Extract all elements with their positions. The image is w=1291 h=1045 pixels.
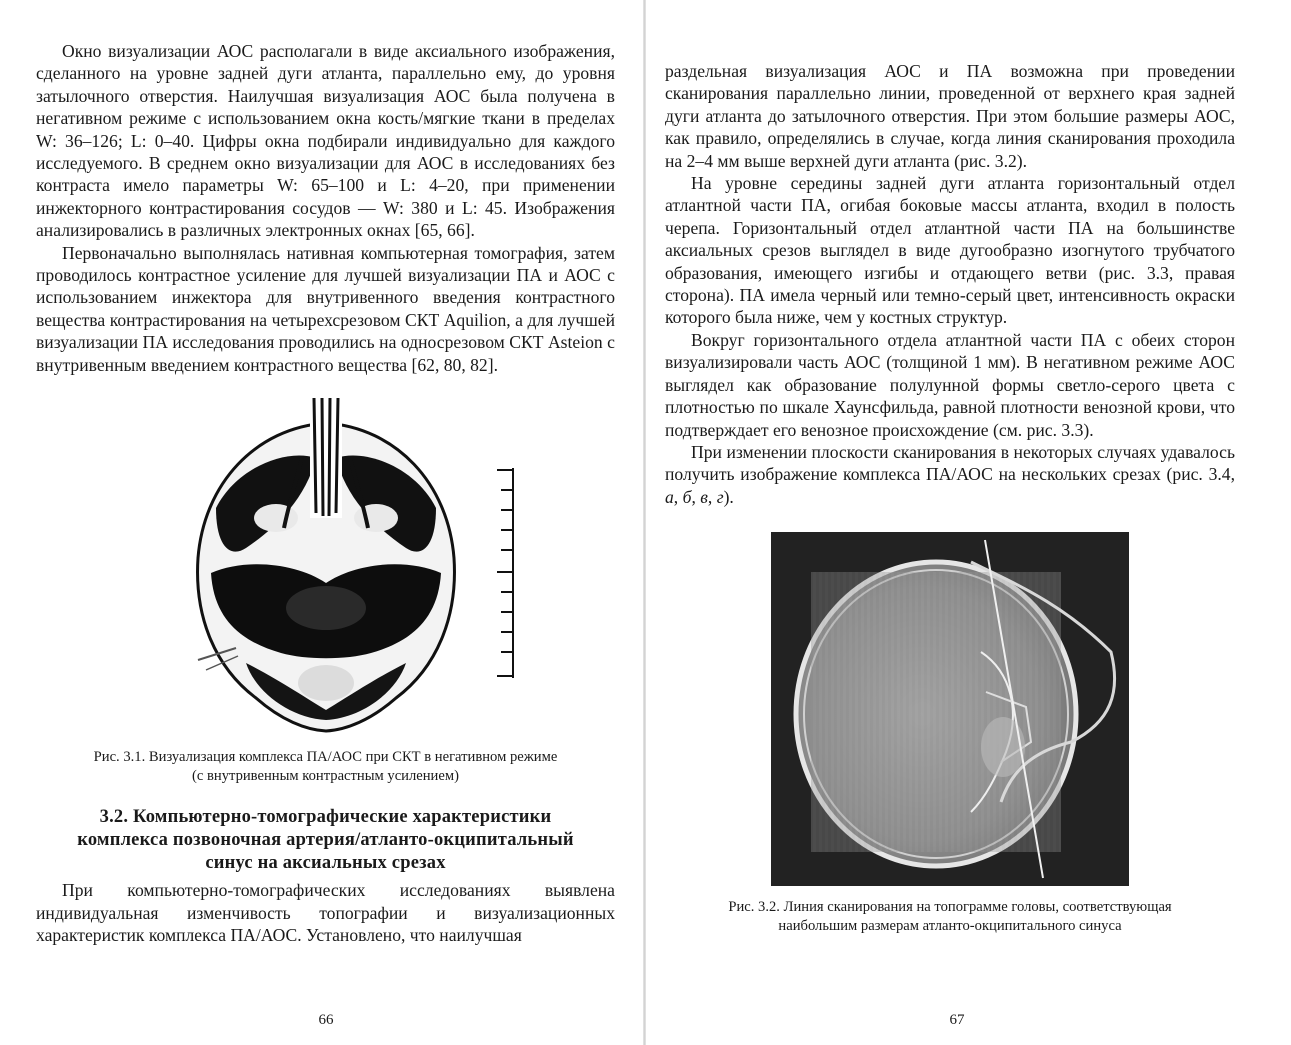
section-heading-line-1: 3.2. Компьютерно-томографические характеристики: [99, 807, 552, 828]
left-paragraph-3: При компьютерно-томографических исследованиях выявлена индивидуальная изменчивость топографии и визуализационных характеристик комплекса ПА/АОС. Установлено, что наилучшая: [36, 880, 615, 945]
ref-a: а: [665, 486, 674, 507]
caption-line-1: Рис. 3.2. Линия сканирования на топограмме головы, соответствующая: [728, 899, 1172, 916]
section-heading: [36, 806, 615, 875]
section-heading-line-3: синус на аксиальных срезах: [205, 853, 446, 874]
paragraph-4-text: При изменении плоскости сканирования в некоторых случаях удавалось получить изображение комплекса ПА/АОС на нескольких срезах (рис. 3.4,: [665, 441, 1235, 485]
right-page: [645, 0, 1291, 1045]
caption-line-1: Рис. 3.1. Визуализация комплекса ПА/АОС при СКТ в негативном режиме: [93, 749, 558, 766]
left-paragraph-1: Окно визуализации АОС располагали в виде аксиального изображения, сделанного на уровне задней дуги атланта, параллельно ему, до уровня затылочного отверстия. Наилучшая визуализация АОС была получена в негативном режиме с использованием окна кость/мягкие ткани в пределах W: 36–126; L: 0–40. Цифры окна подбирали индивидуально для каждого исследуемого. В среднем окно визуализации для АОС в исследованиях без контраста имело параметры W: 65–100 и L: 4–20, при применении инжекторного контрастирования сосудов — W: 380 и L: 45. Изображения анализировались в различных электронных окнах [65, 66].: [36, 41, 615, 241]
right-paragraph-3: Вокруг горизонтального отдела атлантной части ПА с обеих сторон визуализировали часть АОС (толщиной 1 мм). В негативном режиме АОС выглядел как образование полулунной формы светло-серого цвета с плотностью по шкале Хаунсфильда, равной плотности венозной крови, что подтверждает его венозное происхождение (см. рис. 3.3).: [665, 329, 1235, 440]
left-page: [0, 0, 645, 1045]
head-topogram-image: [771, 532, 1129, 886]
figure-3-1-ct-scan: [176, 398, 476, 738]
section-heading-line-2: комплекса позвоночная артерия/атланто-окципитальный: [77, 830, 574, 851]
right-paragraph-1: раздельная визуализация АОС и ПА возможна при проведении сканирования параллельно линии, проведенной от верхнего края задней дуги атланта до затылочного отверстия. При этом большие размеры АОС, как правило, определялись в случае, когда линия сканирования проходила на 2–4 мм выше верхней дуги атланта (рис. 3.2).: [665, 61, 1235, 171]
ref-c: в: [700, 486, 708, 507]
paragraph-4-end: ).: [723, 486, 734, 507]
caption-line-2: наибольшим размерам атланто-окципитального синуса: [778, 918, 1122, 935]
left-paragraph-2: Первоначально выполнялась нативная компьютерная томография, затем проводилось контрастное усиление для лучшей визуализации ПА и АОС с использованием инжектора для внутривенного введения контрастного вещества контрастирования на четырехсрезовом СКТ Aquilion, а для лучшей визуализации ПА исследования проводились на односрезовом СКТ Asteion с внутривенным введением контрастного вещества [62, 80, 82].: [36, 242, 615, 375]
right-paragraph-2: На уровне середины задней дуги атланта горизонтальный отдел атлантной части ПА, огибая боковые массы атланта, входил в полость черепа. Горизонтальный отдел атлантной части ПА на большинстве аксиальных срезов выглядел в виде дугообразно изогнутого трубчатого образования, имеющего изгибы и отдающего ветви (рис. 3.3, правая сторона). ПА имела черный или темно-серый цвет, интенсивность окраски которого была ниже, чем у костных структур.: [665, 173, 1235, 328]
right-paragraph-4: При изменении плоскости сканирования в некоторых случаях удавалось получить изображение комплекса ПА/АОС на нескольких срезах (рис. 3.4, а, б, в, г).: [665, 441, 1235, 507]
ref-b: б: [682, 486, 692, 507]
axial-ct-image: [176, 398, 476, 738]
figure-3-2-caption: [665, 898, 1235, 936]
figure-3-1-caption: [36, 748, 615, 786]
ref-d: г: [716, 486, 724, 507]
page-number-left: 66: [318, 1012, 334, 1028]
page-number-right: 67: [949, 1012, 965, 1028]
caption-line-2: (с внутривенным контрастным усилением): [192, 768, 459, 785]
figure-3-2-topogram: [771, 532, 1129, 886]
scale-ruler: [491, 468, 531, 688]
